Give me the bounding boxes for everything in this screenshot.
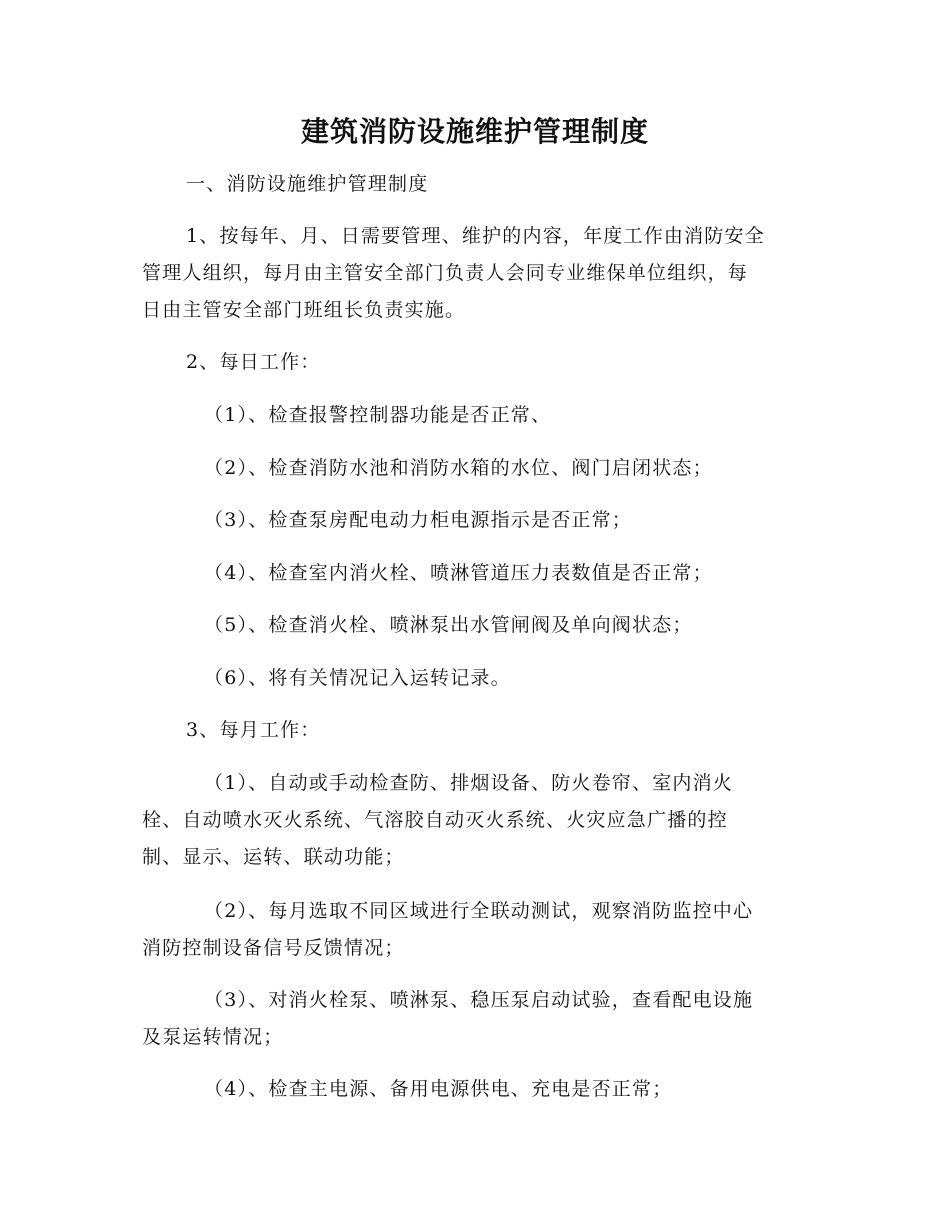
paragraph-line: 栓、自动喷水灭火系统、气溶胶自动灭火系统、火灾应急广播的控 (142, 809, 728, 831)
monthly-item: （4）、检查主电源、备用电源供电、充电是否正常； (204, 1078, 673, 1100)
list-item: （2）、检查消防水池和消防水箱的水位、阀门启闭状态； (204, 457, 713, 479)
list-item: （3）、检查泵房配电动力柜电源指示是否正常； (204, 509, 632, 531)
paragraph-line: 及泵运转情况； (142, 1026, 284, 1048)
paragraph-line: 消防控制设备信号反馈情况； (142, 937, 405, 959)
list-item: （5）、检查消火栓、喷淋泵出水管闸阀及单向阀状态； (204, 614, 693, 636)
list-item: （4）、检查室内消火栓、喷淋管道压力表数值是否正常； (204, 562, 713, 584)
monthly-work-heading: 3、每月工作： (186, 719, 321, 741)
monthly-item (142, 893, 810, 967)
paragraph-annual-work (142, 218, 810, 329)
monthly-item (142, 765, 810, 876)
section-heading: 一、消防设施维护管理制度 (186, 173, 429, 195)
paragraph-line: （1）、自动或手动检查防、排烟设备、防火卷帘、室内消火 (204, 772, 733, 794)
document-title: 建筑消防设施维护管理制度 (300, 115, 649, 148)
monthly-item (142, 982, 810, 1056)
paragraph-line: 管理人组织，每月由主管安全部门负责人会同专业维保单位组织，每 (142, 262, 749, 284)
paragraph-line: （3）、对消火栓泵、喷淋泵、稳压泵启动试验，查看配电设施 (204, 989, 754, 1011)
list-item: （6）、将有关情况记入运转记录。 (204, 667, 511, 689)
paragraph-line: 1、按每年、月、日需要管理、维护的内容，年度工作由消防安全 (186, 225, 765, 247)
paragraph-line: 制、显示、运转、联动功能； (142, 846, 405, 868)
daily-work-heading: 2、每日工作： (186, 351, 321, 373)
paragraph-line: （2）、每月选取不同区域进行全联动测试，观察消防监控中心 (204, 900, 754, 922)
list-item: （1）、检查报警控制器功能是否正常、 (204, 404, 552, 426)
paragraph-line: 日由主管安全部门班组长负责实施。 (142, 299, 466, 321)
